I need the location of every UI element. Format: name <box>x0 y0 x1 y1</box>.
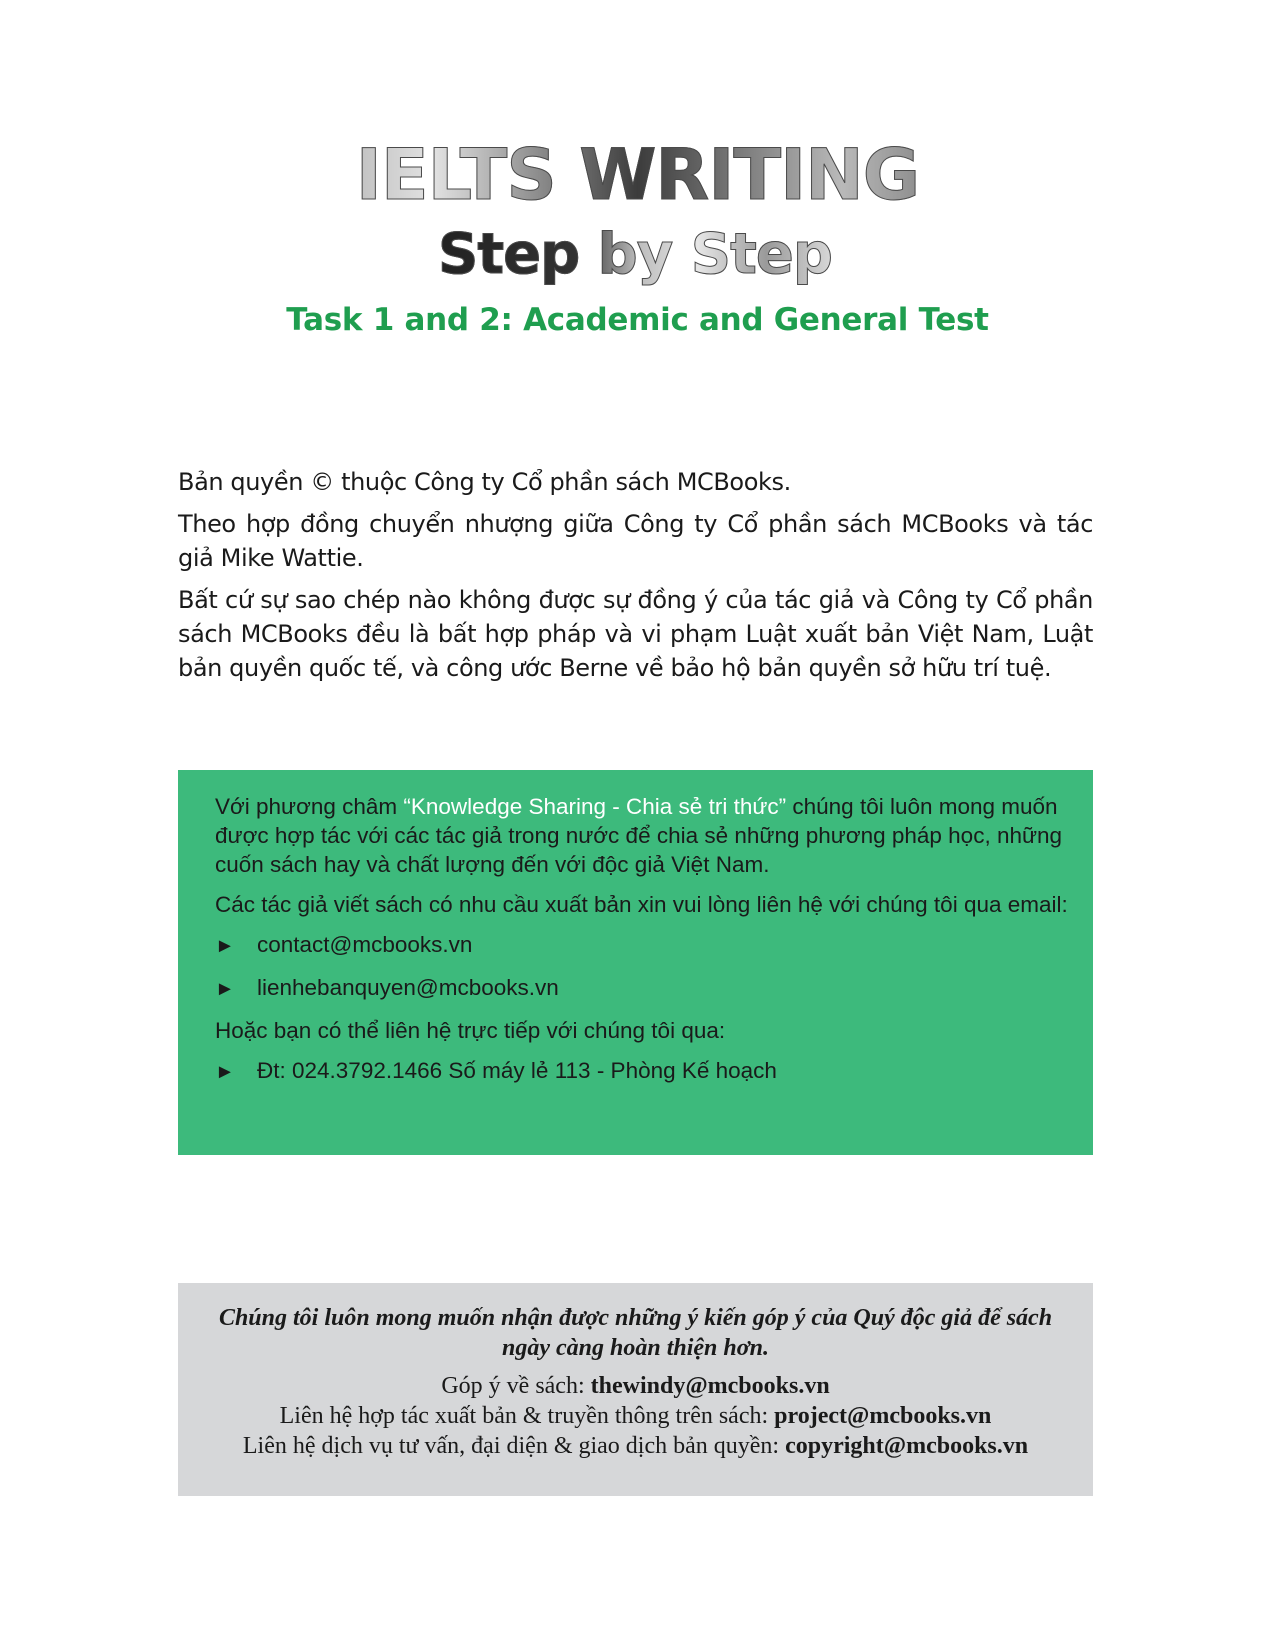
project-email[interactable]: project@mcbooks.vn <box>774 1403 992 1429</box>
logo-title-ielts-writing: IELTS WRITING <box>0 135 1275 215</box>
copyright-contact-line <box>178 1431 1093 1461</box>
contact-email[interactable]: contact@mcbooks.vn <box>257 932 473 957</box>
motto-prefix: Với phương châm <box>215 794 404 819</box>
copyright-label: Liên hệ dịch vụ tư vấn, đại diện & giao dịch bản quyền: <box>242 1433 786 1459</box>
copyright-warning: Bất cứ sự sao chép nào không được sự đồng ý của tác giả và Công ty Cổ phần sách MCBooks đều là bất hợp pháp và vi phạm Luật xuất bản Việt Nam, Luật bản quyền quốc tế, và công ước Berne về bảo hộ bản quyền sở hữu trí tuệ. <box>178 586 1093 682</box>
copyright-transfer: Theo hợp đồng chuyển nhượng giữa Công ty Cổ phần sách MCBooks và tác giả Mike Wattie. <box>178 510 1093 572</box>
feedback-label: Góp ý về sách: <box>441 1373 591 1399</box>
authors-paragraph: Các tác giả viết sách có nhu cầu xuất bản xin vui lòng liên hệ với chúng tôi qua email: <box>215 892 1068 917</box>
project-label: Liên hệ hợp tác xuất bản & truyền thông trên sách: <box>279 1403 775 1429</box>
motto-quote: “Knowledge Sharing - Chia sẻ tri thức” <box>403 794 787 819</box>
triangle-bullet-icon: ► <box>215 978 235 1000</box>
feedback-box <box>178 1283 1093 1496</box>
motto-suffix: chúng tôi luôn mong muốn được hợp tác với các tác giả trong nước để chia sẻ những phương pháp học, những cuốn sách hay và chất lượng đến với độc giả Việt Nam. <box>215 794 1063 877</box>
copyright-email[interactable]: lienhebanquyen@mcbooks.vn <box>257 975 559 1000</box>
phone-number: Đt: 024.3792.1466 Số máy lẻ 113 - Phòng Kế hoạch <box>257 1058 777 1083</box>
email-item <box>215 973 1075 1004</box>
email-item <box>215 930 1075 961</box>
triangle-bullet-icon: ► <box>215 1061 235 1083</box>
copyright-section <box>178 465 1093 693</box>
copyright-owner: Bản quyền © thuộc Công ty Cổ phần sách MCBooks. <box>178 468 791 496</box>
triangle-bullet-icon: ► <box>215 935 235 957</box>
phone-item <box>215 1056 1075 1087</box>
logo-title-step-by-step: Step by Step <box>438 222 838 288</box>
feedback-contact-line <box>178 1371 1093 1401</box>
project-contact-line <box>178 1401 1093 1431</box>
copyright-services-email[interactable]: copyright@mcbooks.vn <box>785 1433 1029 1459</box>
feedback-invitation: Chúng tôi luôn mong muốn nhận được những ý kiến góp ý của Quý độc giả để sách ngày càng hoàn thiện hơn. <box>218 1305 1053 1361</box>
motto-paragraph <box>215 792 1075 879</box>
publisher-contact-box <box>178 770 1093 1155</box>
book-subtitle: Task 1 and 2: Academic and General Test <box>286 302 989 338</box>
direct-contact-paragraph: Hoặc bạn có thể liên hệ trực tiếp với chúng tôi qua: <box>215 1018 726 1043</box>
feedback-email[interactable]: thewindy@mcbooks.vn <box>590 1373 830 1399</box>
